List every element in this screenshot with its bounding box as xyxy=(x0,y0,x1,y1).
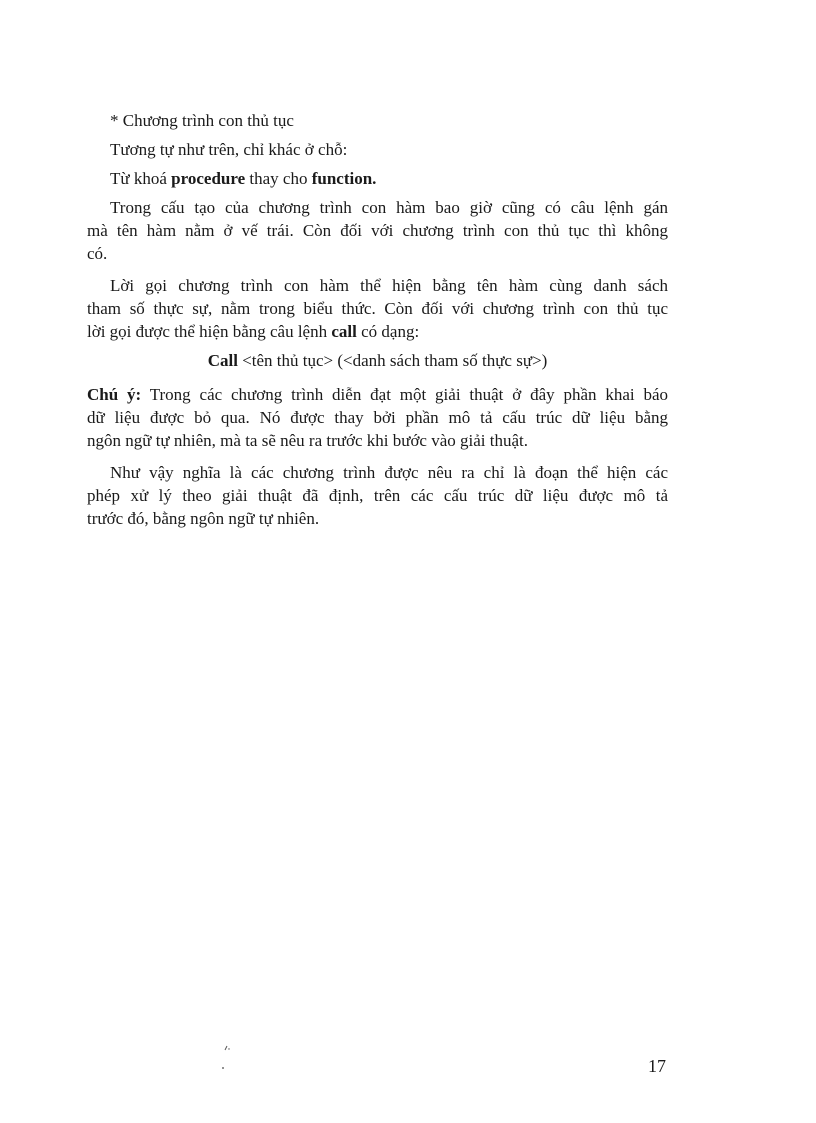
paragraph-line: phép xử lý theo giải thuật đã định, trên các cấu trúc dữ liệu được mô tả xyxy=(87,486,668,505)
note-line: dữ liệu được bỏ qua. Nó được thay bởi phần mô tả cấu trúc dữ liệu bằng xyxy=(87,408,668,427)
paragraph-text: Tương tự như trên, chỉ khác ở chỗ: xyxy=(110,140,348,159)
paragraph-line xyxy=(87,320,668,343)
note-line xyxy=(87,383,668,406)
note-paragraph xyxy=(87,383,668,452)
keyword-prefix: Từ khoá xyxy=(110,169,172,188)
paragraph-similar xyxy=(87,138,668,161)
keyword-call-syntax: Call xyxy=(207,351,238,370)
paragraph-keyword xyxy=(87,167,668,190)
paragraph-line: Như vậy nghĩa là các chương trình được nêu ra chỉ là đoạn thể hiện các xyxy=(110,463,668,482)
keyword-call: call xyxy=(331,322,357,341)
scan-specks xyxy=(220,1044,234,1074)
syntax-text: <tên thủ tục> (<danh sách tham số thực sự>) xyxy=(237,351,548,370)
syntax-line xyxy=(87,349,668,372)
paragraph-line: tham số thực sự, nằm trong biểu thức. Còn đối với chương trình con thủ tục xyxy=(87,299,668,318)
paragraph-line: Lời gọi chương trình con hàm thể hiện bằng tên hàm cùng danh sách xyxy=(110,276,668,295)
note-label: Chú ý: xyxy=(87,385,142,404)
heading-text: * Chương trình con thủ tục xyxy=(110,111,294,130)
paragraph-call xyxy=(87,274,668,343)
paragraph-structure xyxy=(87,196,668,265)
paragraph-line: có. xyxy=(87,244,108,263)
page-number: 17 xyxy=(648,1056,666,1076)
paragraph-line: Trong cấu tạo của chương trình con hàm bao giờ cũng có câu lệnh gán xyxy=(110,198,668,217)
note-line: ngôn ngữ tự nhiên, mà ta sẽ nêu ra trước khi bước vào giải thuật. xyxy=(87,431,529,450)
section-heading-procedure xyxy=(87,109,668,132)
paragraph-conclusion xyxy=(87,461,668,530)
call-suffix: có dạng: xyxy=(356,322,420,341)
note-text: Trong các chương trình diễn đạt một giải thuật ở đây phần khai báo xyxy=(141,385,668,404)
paragraph-line: mà tên hàm nằm ở vế trái. Còn đối với chương trình con thủ tục thì không xyxy=(87,221,668,240)
keyword-middle: thay cho xyxy=(245,169,312,188)
keyword-procedure: procedure xyxy=(171,169,246,188)
paragraph-line: trước đó, bằng ngôn ngữ tự nhiên. xyxy=(87,509,320,528)
page-body xyxy=(87,109,668,530)
keyword-function: function. xyxy=(311,169,377,188)
call-syntax xyxy=(87,349,668,372)
call-prefix: lời gọi được thể hiện bằng câu lệnh xyxy=(87,322,332,341)
keyword-line xyxy=(87,167,668,190)
